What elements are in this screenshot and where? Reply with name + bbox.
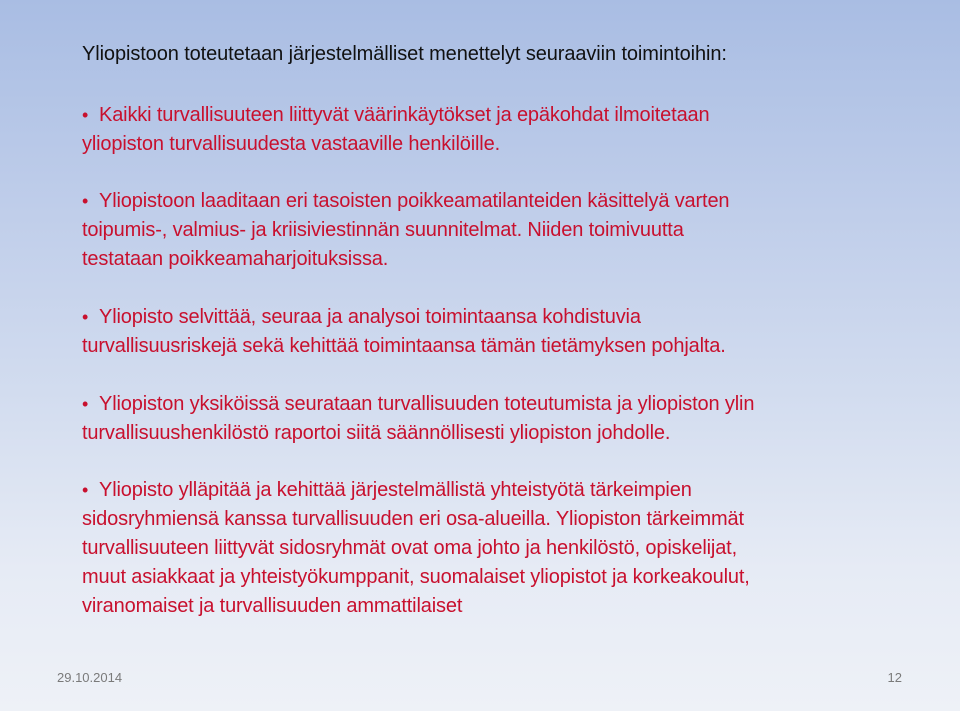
- bullet-line: • Yliopiston yksiköissä seurataan turvallisuuden toteutumista ja yliopiston ylin: [82, 390, 882, 419]
- footer-page-number: 12: [887, 670, 902, 685]
- bullet-line: • Yliopistoon laaditaan eri tasoisten poikkeamatilanteiden käsittelyä varten: [82, 187, 882, 216]
- bullet-line: yliopiston turvallisuudesta vastaaville henkilöille.: [82, 133, 500, 155]
- bullet-item: [82, 303, 882, 361]
- slide-intro-text: Yliopistoon toteutetaan järjestelmälliset menettelyt seuraaviin toimintoihin:: [82, 43, 727, 65]
- bullet-line: • Yliopisto ylläpitää ja kehittää järjestelmällistä yhteistyötä tärkeimpien: [82, 476, 882, 505]
- bullet-line: muut asiakkaat ja yhteistyökumppanit, suomalaiset yliopistot ja korkeakoulut,: [82, 566, 750, 588]
- bullet-line: turvallisuusriskejä sekä kehittää toimintaansa tämän tietämyksen pohjalta.: [82, 335, 726, 357]
- bullet-item: [82, 476, 882, 621]
- bullet-line: turvallisuuteen liittyvät sidosryhmät ovat oma johto ja henkilöstö, opiskelijat,: [82, 537, 737, 559]
- bullet-line: testataan poikkeamaharjoituksissa.: [82, 248, 389, 270]
- bullet-item: [82, 101, 882, 159]
- bullet-line: toipumis-, valmius- ja kriisiviestinnän suunnitelmat. Niiden toimivuutta: [82, 219, 684, 241]
- bullet-line: turvallisuushenkilöstö raportoi siitä säännöllisesti yliopiston johdolle.: [82, 422, 671, 444]
- bullet-line: viranomaiset ja turvallisuuden ammattilaiset: [82, 595, 463, 617]
- bullet-item: [82, 390, 882, 448]
- bullet-item: [82, 187, 882, 274]
- bullet-line: sidosryhmiensä kanssa turvallisuuden eri osa-alueilla. Yliopiston tärkeimmät: [82, 508, 744, 530]
- bullet-line: • Kaikki turvallisuuteen liittyvät väärinkäytökset ja epäkohdat ilmoitetaan: [82, 101, 882, 130]
- bullet-line: • Yliopisto selvittää, seuraa ja analysoi toimintaansa kohdistuvia: [82, 303, 882, 332]
- footer-date: 29.10.2014: [57, 670, 123, 685]
